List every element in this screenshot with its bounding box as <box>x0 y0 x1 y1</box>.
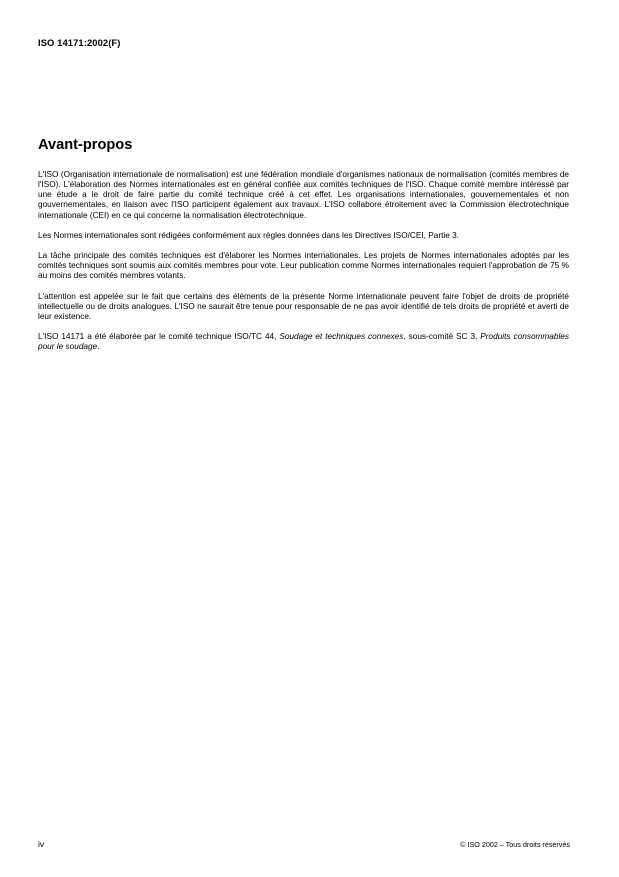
subcommittee-title: Produits consommables pour le soudage <box>38 332 569 352</box>
prepared-by-text-3: . <box>97 342 100 352</box>
paragraph-iso-organisation: L'ISO (Organisation internationale de normalisation) est une fédération mondiale d'organismes nationaux de normalisation (comités membres de l'ISO). L'élaboration des Normes internationales est en général confiée aux comités techniques de l'ISO. Chaque comité membre intéressé par une étude a le droit de faire partie du comité technique créé à cet effet. Les organisations internationales, gouvernementales et non gouvernementales, en liaison avec l'ISO participent également aux travaux. L'ISO collabore étroitement avec la Commission électrotechnique internationale (CEI) en ce qui concerne la normalisation électrotechnique. <box>38 170 569 220</box>
prepared-by-text-1: L'ISO 14171 a été élaborée par le comité technique ISO/TC 44, <box>38 332 280 342</box>
committee-title: Soudage et techniques connexes <box>279 332 404 342</box>
foreword-body <box>38 170 569 363</box>
copyright-notice: © ISO 2002 – Tous droits réservés <box>460 840 570 849</box>
paragraph-directives: Les Normes internationales sont rédigées conformément aux règles données dans les Directives ISO/CEI, Partie 3. <box>38 230 459 240</box>
page-number: iv <box>38 839 45 849</box>
prepared-by-text-2: , sous-comité SC 3, <box>403 332 481 342</box>
paragraph-technical-committees: La tâche principale des comités techniques est d'élaborer les Normes internationales. Les projets de Normes internationales adoptés par les comités techniques sont soumis aux comités membres pour vote. Leur publication comme Normes internationales requiert l'approbation de 75 % au moins des comités membres votants. <box>38 251 569 281</box>
section-title: Avant-propos <box>38 137 133 153</box>
document-code: ISO 14171:2002(F) <box>38 37 121 48</box>
paragraph-prepared-by <box>38 332 569 352</box>
paragraph-patent-rights: L'attention est appelée sur le fait que certains des éléments de la présente Norme internationale peuvent faire l'objet de droits de propriété intellectuelle ou de droits analogues. L'ISO ne saurait être tenue pour responsable de ne pas avoir identifié de tels droits de propriété et averti de leur existence. <box>38 291 569 321</box>
